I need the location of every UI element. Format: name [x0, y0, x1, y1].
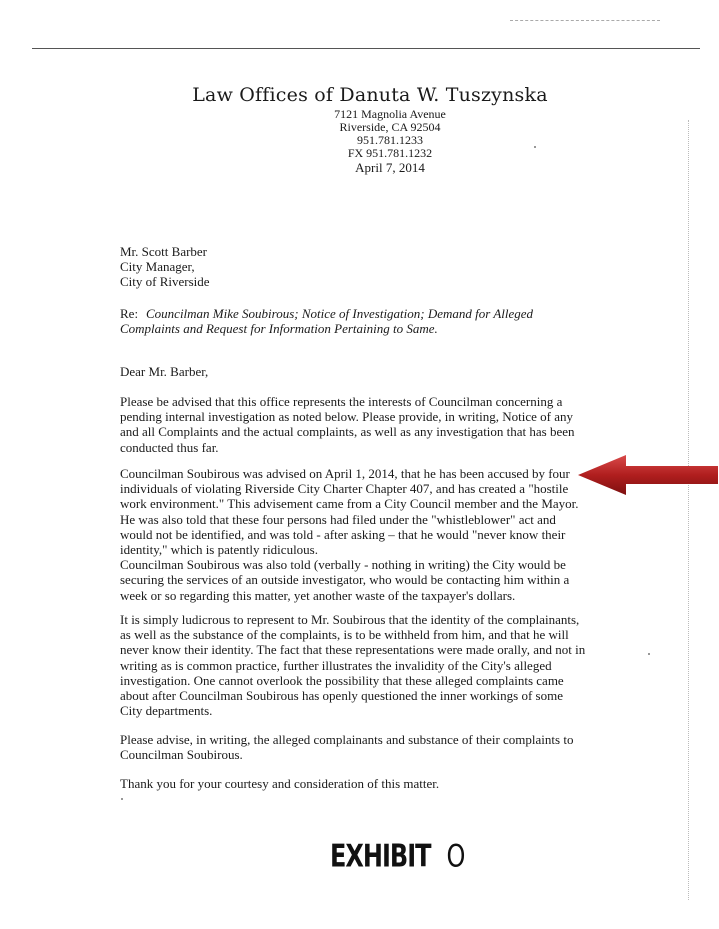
text-line: never know their identity. The fact that these representations were made orally, and not in	[120, 642, 586, 658]
re-label: Re:	[120, 306, 139, 321]
re-line-1: Councilman Mike Soubirous; Notice of Investigation; Demand for Alleged	[146, 306, 534, 321]
text-line: securing the services of an outside investigator, who would be contacting him within a	[120, 572, 570, 588]
text-line: identity," which is patently ridiculous.	[120, 542, 318, 558]
exhibit-letter: O	[446, 838, 465, 875]
paragraph-4	[120, 732, 590, 762]
right-scan-edge	[688, 120, 689, 900]
text-line: Councilman Soubirous was advised on April 1, 2014, that he has been accused by four	[120, 466, 570, 481]
firm-city: Riverside, CA 92504	[339, 120, 441, 134]
subject-line	[120, 306, 580, 336]
text-line: writing as is common practice, further illustrates the invalidity of the City's alleged	[120, 657, 552, 673]
scan-speck	[121, 798, 123, 800]
recipient-org: City of Riverside	[120, 274, 210, 290]
text-line: investigation. One cannot overlook the possibility that these alleged complaints came	[120, 672, 564, 688]
firm-name: Law Offices of Danuta W. Tuszynska	[192, 84, 548, 106]
paragraph-1	[120, 394, 590, 455]
firm-phone: 951.781.1233	[357, 133, 423, 147]
text-line: Councilman Soubirous was also told (verbally - nothing in writing) the City would be	[120, 557, 566, 573]
text-line: work environment." This advisement came from a City Council member and the Mayor.	[120, 496, 579, 512]
text-line: Please advise, in writing, the alleged complainants and substance of their complaints to	[120, 732, 574, 747]
text-line: He was also told that these four persons had filed under the "whistleblower" act and	[120, 511, 556, 527]
text-line: would not be identified, and was told - after asking – that he would "never know their	[120, 526, 566, 542]
recipient-name: Mr. Scott Barber	[120, 244, 208, 259]
re-line-2: Complaints and Request for Information Pertaining to Same.	[120, 321, 438, 337]
letter-date: April 7, 2014	[355, 160, 425, 175]
text-line: and all Complaints and the actual complaints, as well as any investigation that has been	[120, 424, 575, 440]
text-line: week or so regarding this matter, yet another waste of the taxpayer's dollars.	[120, 587, 516, 603]
text-line: pending internal investigation as noted below. Please provide, in writing, Notice of any	[120, 409, 573, 425]
salutation: Dear Mr. Barber,	[120, 364, 209, 379]
text-line: City departments.	[120, 703, 213, 719]
top-rule	[32, 48, 700, 49]
closing: Thank you for your courtesy and consideration of this matter.	[120, 776, 440, 791]
firm-street: 7121 Magnolia Avenue	[334, 107, 446, 121]
text-line: as well as the substance of the complaints, is to be withheld from him, and that he will	[120, 627, 569, 643]
letterhead	[180, 84, 560, 175]
paragraph-3	[120, 612, 590, 718]
top-scan-line	[510, 20, 660, 21]
recipient-title: City Manager,	[120, 259, 195, 275]
exhibit-stamp	[330, 838, 470, 874]
text-line: Councilman Soubirous.	[120, 747, 243, 763]
text-line: conducted thus far.	[120, 439, 219, 455]
exhibit-label: EXHIBIT	[330, 838, 431, 875]
text-line: It is simply ludicrous to represent to Mr. Soubirous that the identity of the complainants,	[120, 612, 580, 627]
firm-fax: FX 951.781.1232	[347, 146, 433, 160]
scan-speck	[534, 146, 536, 148]
left-arrow-icon	[578, 455, 718, 495]
text-line: individuals of violating Riverside City Charter Chapter 407, and has created a "hostile	[120, 481, 569, 497]
recipient-address	[120, 244, 210, 290]
scan-speck	[648, 653, 650, 655]
text-line: about after Councilman Soubirous has openly questioned the inner workings of some	[120, 688, 564, 704]
paragraph-2	[120, 466, 590, 603]
text-line: Please be advised that this office represents the interests of Councilman concerning a	[120, 394, 563, 409]
